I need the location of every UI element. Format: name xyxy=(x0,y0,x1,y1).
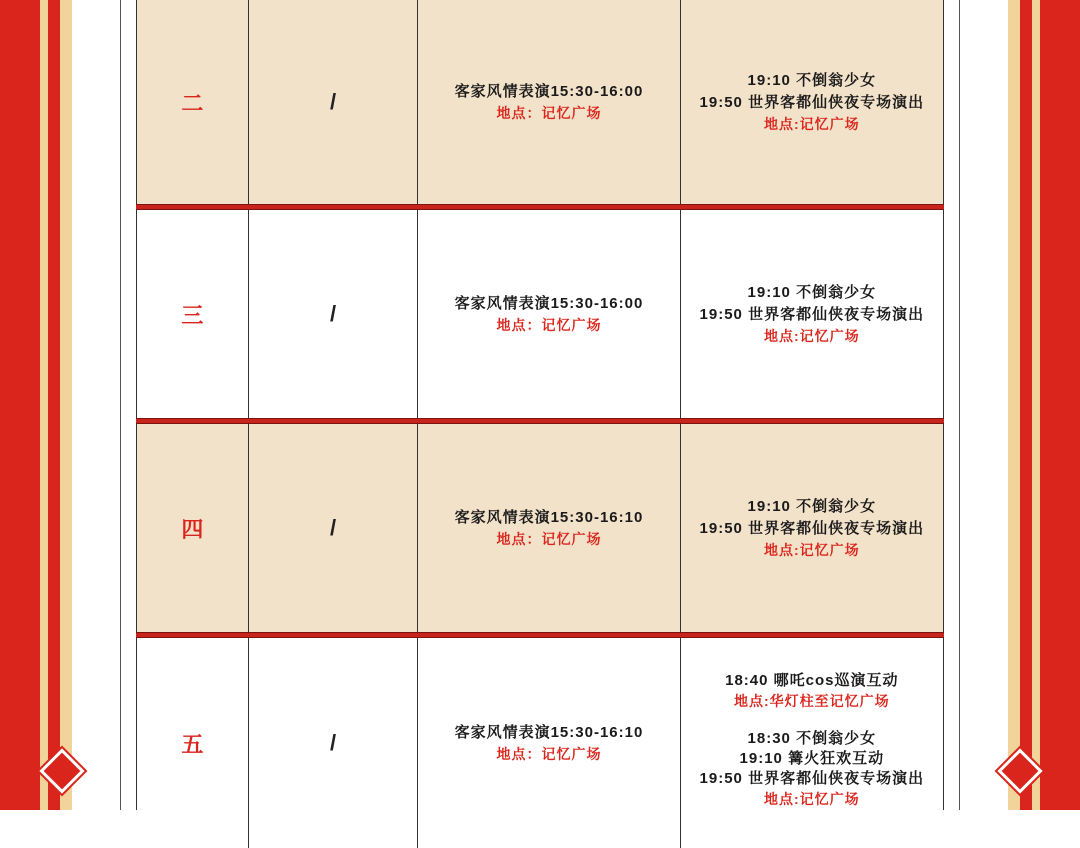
afternoon-cell xyxy=(249,638,419,848)
event-location: 地点：记忆广场 xyxy=(496,745,602,762)
day-cell xyxy=(137,424,249,632)
day-label: 四 xyxy=(181,516,204,542)
table-row xyxy=(136,0,944,204)
table-row xyxy=(136,638,944,810)
empty-slot: / xyxy=(329,515,337,540)
empty-slot: / xyxy=(329,301,337,326)
event-line: 19:10 不倒翁少女 xyxy=(747,283,877,301)
event-line: 18:30 不倒翁少女 xyxy=(747,730,877,747)
performance-cell xyxy=(418,424,680,632)
table-row xyxy=(136,210,944,418)
performance-cell xyxy=(418,210,680,418)
performance-cell xyxy=(418,638,680,848)
event-line: 19:50 世界客都仙侠夜专场演出 xyxy=(699,770,925,787)
event-location: 地点:记忆广场 xyxy=(763,115,860,132)
event-line: 19:50 世界客都仙侠夜专场演出 xyxy=(699,93,925,111)
evening-cell xyxy=(681,210,943,418)
performance-cell xyxy=(418,0,680,204)
event-line: 客家风情表演15:30-16:10 xyxy=(454,723,644,741)
frame-line-right xyxy=(959,0,960,810)
day-label: 二 xyxy=(181,90,204,116)
table-row xyxy=(136,424,944,632)
evening-cell xyxy=(681,424,943,632)
border-stripe-left-red xyxy=(48,0,60,810)
event-line: 客家风情表演15:30-16:10 xyxy=(454,508,644,526)
event-location: 地点:记忆广场 xyxy=(763,541,860,558)
day-label: 三 xyxy=(181,302,204,328)
evening-cell xyxy=(681,638,943,810)
event-line: 客家风情表演15:30-16:00 xyxy=(454,294,644,312)
event-line: 19:50 世界客都仙侠夜专场演出 xyxy=(699,305,925,323)
border-stripe-left-inner-gold xyxy=(60,0,72,810)
event-line: 客家风情表演15:30-16:00 xyxy=(454,82,644,100)
event-location: 地点:记忆广场 xyxy=(763,791,860,807)
border-stripe-right-gold xyxy=(1032,0,1040,810)
day-label: 五 xyxy=(181,731,204,757)
day-cell xyxy=(137,638,249,848)
event-location: 地点:华灯柱至记忆广场 xyxy=(733,693,890,709)
empty-slot: / xyxy=(329,89,337,114)
event-line: 19:50 世界客都仙侠夜专场演出 xyxy=(699,519,925,537)
afternoon-cell xyxy=(249,424,419,632)
event-line: 18:40 哪吒cos巡演互动 xyxy=(725,672,899,689)
day-cell xyxy=(137,210,249,418)
event-line: 19:10 篝火狂欢互动 xyxy=(739,750,885,767)
border-stripe-right-outer xyxy=(1040,0,1080,810)
frame-line-left xyxy=(120,0,121,810)
event-location: 地点：记忆广场 xyxy=(496,104,602,121)
event-location: 地点：记忆广场 xyxy=(496,530,602,547)
day-cell xyxy=(137,0,249,204)
afternoon-cell xyxy=(249,0,419,204)
border-stripe-left-outer xyxy=(0,0,40,810)
border-stripe-right-red xyxy=(1020,0,1032,810)
event-line: 19:10 不倒翁少女 xyxy=(747,497,877,515)
event-location: 地点:记忆广场 xyxy=(763,327,860,344)
event-location: 地点：记忆广场 xyxy=(496,316,602,333)
event-line: 19:10 不倒翁少女 xyxy=(747,71,877,89)
border-stripe-right-inner-gold xyxy=(1008,0,1020,810)
evening-cell xyxy=(681,0,943,204)
afternoon-cell xyxy=(249,210,419,418)
empty-slot: / xyxy=(329,730,337,755)
border-stripe-left-gold xyxy=(40,0,48,810)
